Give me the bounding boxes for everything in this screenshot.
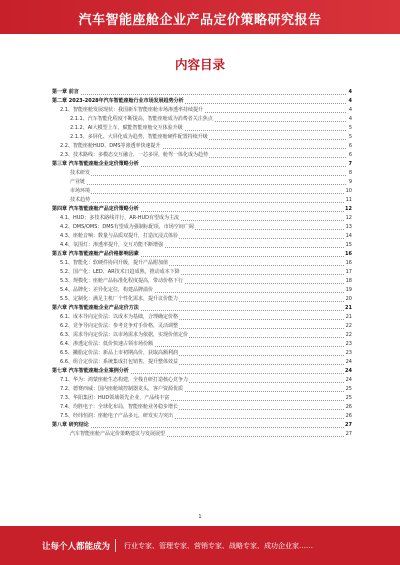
toc-entry-label: 产业链: [70, 179, 86, 185]
toc-entry-page: 16: [345, 251, 352, 257]
toc-entry[interactable]: [52, 187, 352, 196]
toc-entry-label: 技术研发: [70, 170, 91, 176]
toc-leader-dots: [70, 202, 346, 203]
toc-entry-page: 12: [345, 206, 352, 212]
toc-entry-page: 4: [348, 89, 352, 95]
footer-divider: [115, 539, 116, 552]
toc-entry-label: 4.2、DMS/OMS：DMS有望成为强制标配项，市场空间广阔: [60, 224, 194, 230]
toc-entry-page: 24: [345, 359, 352, 365]
toc-entry-page: 18: [345, 278, 352, 284]
toc-entry-page: 25: [345, 395, 352, 401]
toc-entry[interactable]: [52, 277, 352, 286]
toc-entry-label: 第七章 汽车智能座舱企业案例分析: [52, 368, 129, 374]
toc-entry[interactable]: [52, 367, 352, 376]
footer-tagline: 行业专家、管理专家、营销专家、战略专家、成功企业家……: [124, 542, 313, 550]
toc-entry-page: 21: [345, 314, 352, 320]
toc-entry-label: 6.2、竞争导向定价法：参考竞争对手价格，灵活调整: [60, 323, 178, 329]
toc-entry-page: 24: [345, 368, 352, 374]
toc-leader-dots: [70, 184, 346, 185]
toc-entry[interactable]: [52, 376, 352, 385]
toc-entry-page: 23: [345, 350, 352, 356]
toc-entry[interactable]: [52, 232, 352, 241]
toc-entry-label: 2.1.3、多屏化、大屏化成为趋势，智能座舱硬件配置持续升级: [70, 134, 208, 140]
toc-entry-page: 23: [345, 341, 352, 347]
toc-entry[interactable]: [52, 115, 352, 124]
toc-entry[interactable]: [52, 358, 352, 367]
toc-entry-label: 第一章 前言: [52, 89, 79, 95]
toc-leader-dots: [52, 427, 346, 428]
toc-entry[interactable]: [52, 205, 352, 214]
toc-entry[interactable]: [52, 223, 352, 232]
document-title: 汽车智能座舱企业产品定价策略研究报告: [78, 13, 322, 28]
toc-entry-label: 第五章 汽车智能座舱产品价格影响因素: [52, 251, 139, 257]
toc-entry-label: 第六章 汽车智能座舱企业产品定价方法: [52, 305, 139, 311]
toc-entry-page: 6: [348, 143, 352, 149]
toc-entry[interactable]: [52, 178, 352, 187]
toc-entry-label: 2.1.1、汽车智能化程度不断提高，智能座舱成为消费者关注焦点: [70, 116, 213, 122]
toc-entry[interactable]: [52, 322, 352, 331]
toc-entry[interactable]: [52, 331, 352, 340]
toc-entry-label: 2.2、智能座舱HUD、DMS等渗透率快速提升: [60, 143, 161, 149]
toc-entry[interactable]: [52, 403, 352, 412]
toc-entry-page: 17: [345, 269, 352, 275]
toc-entry-label: 7.5、经纬恒润：座舱电子产品多元，研发实力突出: [60, 413, 173, 419]
toc-entry-label: 5.1、智能化：软硬件协同升级，提升产品附加值: [60, 260, 168, 266]
toc-leader-dots: [52, 94, 346, 95]
toc-entry[interactable]: [52, 340, 352, 349]
toc-entry-page: 8: [348, 170, 352, 176]
toc-leader-dots: [70, 175, 346, 176]
toc-entry-label: 技术趋势: [70, 197, 91, 203]
toc-entry-page: 14: [345, 233, 352, 239]
toc-entry-label: 5.4、品牌化：差异化定位，构建品牌溢价: [60, 287, 153, 293]
toc-entry[interactable]: [52, 88, 352, 97]
toc-entry-label: 6.6、组合定价法：系统集成打包销售，提升整体效益: [60, 359, 178, 365]
toc-entry-page: 10: [345, 188, 352, 194]
toc-entry-page: 25: [345, 386, 352, 392]
toc-entry-page: 27: [345, 431, 352, 437]
toc-entry-page: 21: [345, 305, 352, 311]
toc-entry-page: 9: [348, 179, 352, 185]
toc-entry-page: 4: [348, 98, 352, 104]
toc-entry-label: 第八章 研究结论: [52, 422, 89, 428]
toc-entry-page: 11: [345, 197, 352, 203]
toc-entry[interactable]: [52, 124, 352, 133]
toc-entry-page: 5: [348, 134, 352, 140]
toc-entry[interactable]: [52, 268, 352, 277]
table-of-contents: [52, 88, 352, 439]
toc-entry[interactable]: [52, 286, 352, 295]
toc-entry-label: 4.4、氛围灯：渗透率提升，交互功能不断增强: [60, 242, 163, 248]
toc-entry[interactable]: [52, 394, 352, 403]
toc-entry[interactable]: [52, 142, 352, 151]
toc-entry[interactable]: [52, 169, 352, 178]
toc-entry-label: 2.1、智能座舱发展现状：我国新车智能座舱市场渗透率持续提升: [60, 107, 203, 113]
toc-entry-label: 4.1、HUD：多技术路线并行，AR-HUD有望成为主流: [60, 215, 179, 221]
toc-entry[interactable]: [52, 196, 352, 205]
toc-entry-label: 6.4、渗透定价法：低价快速占领市场份额: [60, 341, 153, 347]
toc-leader-dots: [70, 193, 346, 194]
toc-entry[interactable]: [52, 412, 352, 421]
toc-entry-label: 第二章 2023-2028年汽车智能座舱行业市场发展趋势分析: [52, 98, 184, 104]
toc-entry-label: 4.3、座舱音响：数量与品质双提升，打造沉浸式体验: [60, 233, 178, 239]
toc-entry[interactable]: [52, 295, 352, 304]
toc-entry-label: 第三章 汽车智能座舱企业定价策略分析: [52, 161, 139, 167]
toc-entry-page: 27: [345, 422, 352, 428]
toc-entry[interactable]: [52, 313, 352, 322]
toc-entry[interactable]: [52, 106, 352, 115]
toc-entry[interactable]: [52, 133, 352, 142]
toc-entry-page: 7: [348, 161, 352, 167]
toc-entry-label: 6.3、需求导向定价法：以市场需求为依据，实现价值定价: [60, 332, 188, 338]
toc-entry[interactable]: [52, 421, 352, 430]
toc-entry[interactable]: [52, 430, 352, 439]
toc-entry[interactable]: [52, 349, 352, 358]
toc-entry-label: 5.3、规模化：座舱产品标准化程度提高，带动价格下行: [60, 278, 183, 284]
toc-entry[interactable]: [52, 97, 352, 106]
toc-entry-page: 22: [345, 323, 352, 329]
footer-slogan: 让每个人都能成为: [42, 542, 111, 552]
toc-entry-label: 7.3、华阳集团：HUD领域领先企业，产品线丰富: [60, 395, 170, 401]
toc-entry[interactable]: [52, 241, 352, 250]
toc-entry-page: 22: [345, 332, 352, 338]
toc-entry-label: 5.2、国产化：LED、AR技术日趋成熟，推动成本下降: [60, 269, 180, 275]
toc-entry-label: 2.3、技术路线：多模态交互融合，一芯多屏，舱驾一体化成为趋势: [60, 152, 208, 158]
toc-entry-page: 6: [348, 152, 352, 158]
toc-entry[interactable]: [52, 214, 352, 223]
page-number: 1: [198, 514, 202, 520]
toc-entry-label: 7.2、德赛西威：国内座舱域控制器龙头，客户资源优质: [60, 386, 183, 392]
toc-entry-label: 2.1.2、AI大模型上车，赋能智能座舱交互体验升级: [70, 125, 183, 131]
toc-entry-label: 市场环境: [70, 188, 91, 194]
toc-entry-page: 4: [348, 116, 352, 122]
toc-entry[interactable]: [52, 385, 352, 394]
toc-entry-label: 6.5、撇脂定价法：新品上市初期高价，获取高额利润: [60, 350, 178, 356]
toc-entry-page: 26: [345, 404, 352, 410]
toc-entry-page: 24: [345, 377, 352, 383]
toc-entry[interactable]: [52, 250, 352, 259]
toc-entry[interactable]: [52, 151, 352, 160]
toc-entry-page: 4: [348, 107, 352, 113]
toc-entry-page: 26: [345, 413, 352, 419]
toc-title: 内容目录: [174, 57, 225, 72]
toc-entry-page: 15: [345, 242, 352, 248]
toc-entry[interactable]: [52, 160, 352, 169]
toc-entry-label: 6.1、成本导向定价法：以成本为基础，合理确定价格: [60, 314, 178, 320]
toc-entry-page: 12: [345, 215, 352, 221]
toc-entry[interactable]: [52, 259, 352, 268]
toc-entry-page: 13: [345, 224, 352, 230]
toc-entry-page: 16: [345, 260, 352, 266]
toc-entry-label: 第四章 汽车智能座舱产品定价策略分析: [52, 206, 139, 212]
toc-entry-page: 5: [348, 125, 352, 131]
toc-entry-label: 7.4、均胜电子：全球化布局，智能座舱业务稳步增长: [60, 404, 178, 410]
toc-entry-label: 5.5、定制化：满足主机厂个性化需求，提升议价能力: [60, 296, 178, 302]
toc-entry-page: 19: [345, 287, 352, 293]
toc-entry-page: 20: [345, 296, 352, 302]
header-banner: [0, 0, 400, 34]
toc-entry-label: 汽车智能座舱产品定价策略建议与发展展望: [70, 431, 166, 437]
toc-entry-label: 7.1、华为：鸿蒙座舱生态构建，全栈自研打造核心竞争力: [60, 377, 188, 383]
footer-banner: [0, 526, 400, 565]
toc-entry[interactable]: [52, 304, 352, 313]
